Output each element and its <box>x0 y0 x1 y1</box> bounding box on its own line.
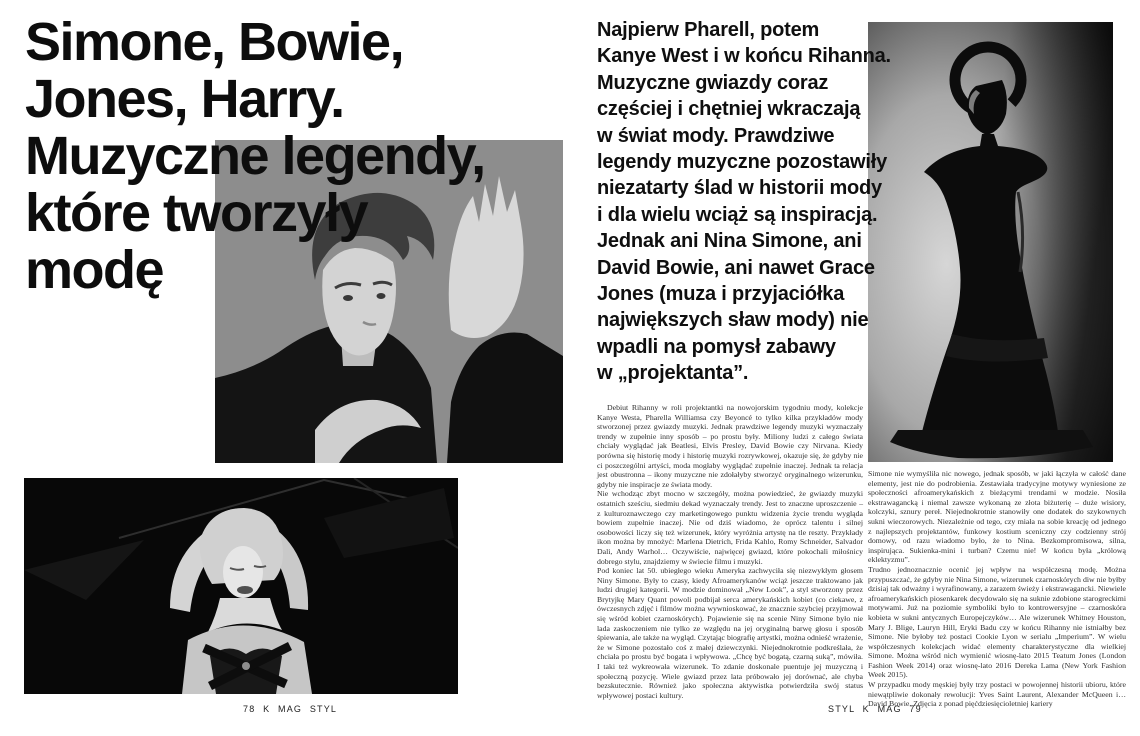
body-paragraph: Nie wchodząc zbyt mocno w szczegóły, można powiedzieć, że gwiazdy muzyki ostatnich sześciu, siedmiu dekad wyznaczały trendy. Jest to znaczne uproszczenie – z kulturoznawczego czy marketingowego punktu widzenia życie trendu wygląda bowiem zupełnie inaczej. Nie od dziś wiadomo, że oprócz talentu i silnej osobowości liczy się też wizerunek, który wyróżnia artystę na tle reszty. Przykłady ikon można by mnożyć: Marlena Dietrich, Frida Kahlo, Romy Schneider, Salvador Dali, Andy Warhol… Oczywiście, najwięcej gwiazd, które pokochali miłośnicy dobrego stylu, znajdziemy w świecie filmu i muzyki. <box>597 489 863 566</box>
headline-line: Simone, Bowie, <box>25 12 404 72</box>
body-paragraph: Pod koniec lat 50. ubiegłego wieku Ameryka zachwyciła się niezwykłym głosem Niny Simone. Były to czasy, kiedy Afroamerykanów wciąż jeszcze traktowano jak ludzi drugiej kategorii. W modzie dominował „New Look”, a styl stworzony przez Brytyjkę Mary Quant powoli podbijał serca amerykańskich kobiet (co ciekawe, z ówczesnych zdjęć i filmów można wywnioskować, że znacznie szybciej przyjmował się wśród kobiet czarnoskórych). Pojawienie się na scenie Niny Simone było nie lada zaskoczeniem nie tylko ze względu na jej oryginalną barwę głosu i sposób śpiewania, ale także na wygląd. Czytając biografię artystki, można odnieść wrażenie, że w Simone pozostało coś z małej dziewczynki. Niejednokrotnie podkreślała, że chciała po prostu być bogata i wpływowa. „Chcę być bogatą, czarną suką”, mówiła. I taki też wykreowała wizerunek. To zdanie doskonale puentuje jej muzyczną i społeczną pozycję. Wiele gwiazd przez lata próbowało jej dorównać, ale chyba bezskutecznie. Również jako społeczna aktywistka potwierdziła swój status wpływowej postaci kultury. <box>597 566 863 700</box>
intro-line: legendy muzyczne pozostawiły <box>597 151 888 174</box>
intro-line: Jones (muza i przyjaciółka <box>597 283 845 306</box>
body-paragraph: Simone nie wymyśliła nic nowego, jednak sposób, w jaki łączyła w całość dane elementy, jest nie do podrobienia. Zestawiała tradycyjne motywy wyniesione ze społeczności afroamerykańskich z bieżącymi trendami w modzie. Nosiła ekstrawagancką i niemal zawsze wykonaną ze złota biżuterię – duże wisiory, kolczyki, sznury pereł. Niejednokrotnie stanowiły one dodatek do szykownych sukni wieczorowych. Niezależnie od tego, czy miała na sobie kreację od jednego z najlepszych projektantów, funkowy kostium sceniczny czy codzienny strój domowy, od razu wiadomo było, że to Nina. Bezkompromisowa, silna, inspirująca. Sukienka-mini i turban? Czemu nie! W końcu była „królową eklektyzmu”. <box>868 469 1126 565</box>
right-folio: STYL K MAG 79 <box>828 704 922 714</box>
body-column-right <box>868 469 1126 709</box>
intro-line: David Bowie, ani nawet Grace <box>597 256 875 279</box>
headline-line: które tworzyły <box>25 183 368 243</box>
body-paragraph: W przypadku mody męskiej były trzy postaci w powojennej historii ubioru, które niewątpliwie dokonały rewolucji: Yves Saint Laurent, Alexander McQueen i… David Bowie. Zdjęcia z ponad pięćdziesięcioletniej kariery <box>868 680 1126 709</box>
intro-line: niezatarty ślad w historii mody <box>597 177 882 200</box>
madonna-photo <box>24 478 458 694</box>
madonna-illustration <box>24 478 458 694</box>
left-folio: 78 K MAG STYL <box>243 704 338 714</box>
headline-line: Muzyczne legendy, <box>25 126 485 186</box>
headline-line: modę <box>25 240 164 300</box>
headline-line: Jones, Harry. <box>25 69 344 129</box>
intro-line: największych sław mody) nie <box>597 309 869 332</box>
grace-jones-photo <box>868 22 1113 462</box>
body-paragraph: Debiut Rihanny w roli projektantki na nowojorskim tygodniu mody, kolekcje Kanye Westa, Pharella Williamsa czy Beyoncé to tylko kilka przykładów mody stworzonej przez gwiazdy muzyki. Jednak prawdziwe legendy muzyki wyznaczały trendy w zupełnie inny sposób – po prostu były. Miliony ludzi z całego świata chciały wyglądać jak Beatlesi, Elvis Presley, David Bowie czy Nirvana. Kiedy porówna się historię mody i historię muzyki rozrywkowej, okazuje się, że gdyby nie ci poszczególni artyści, moda mogłaby wyglądać zupełnie inaczej. Jednak ta relacja jest obustronna – ikony muzyczne nie zdołałyby stworzyć oryginalnego wizerunku, gdyby nie inspiracje ze świata mody. <box>597 403 863 489</box>
intro-line: Jednak ani Nina Simone, ani <box>597 230 862 253</box>
intro-line: i dla wielu wciąż są inspiracją. <box>597 203 878 226</box>
grace-jones-illustration <box>868 22 1113 462</box>
intro-line: Kanye West i w końcu Rihanna. <box>597 45 891 68</box>
intro-line: wpadli na pomysł zabawy <box>597 335 836 358</box>
intro-line: Najpierw Pharell, potem <box>597 19 820 41</box>
body-paragraph: Trudno jednoznacznie ocenić jej wpływ na współczesną modę. Można przypuszczać, że gdyby nie Nina Simone, wizerunek czarnoskórych diw nie byłby dzisiaj tak odważny i wyrafinowany, a zarazem świeży i ekstrawagancki. Niewiele afroamerykańskich piosenkarek decydowało się na suknie zdobione starogreckimi motywami. Już na poziomie symboliki było to kontrowersyjne – czarnoskóra kobieta w sukni antycznych Europejczyków… Ale wizerunek Whitney Houston, Mary J. Blige, Lauryn Hill, Eryki Badu czy w końcu Rihanny nie istniałby bez Simone. Nie byłoby też postaci Cookie Lyon w serialu „Imperium”. W wielu współczesnych kolekcjach widać elementy charakterystyczne dla wielkiej Simone. Można wśród nich wymienić wiosnę-lato 2015 Teatum Jones (London Fashion Week 2014) oraz wiosnę-lato 2016 Dereka Lama (New York Fashion Week 2015). <box>868 564 1126 680</box>
body-column-left <box>597 403 863 700</box>
intro-line: Muzyczne gwiazdy coraz <box>597 71 829 94</box>
intro-line: w świat mody. Prawdziwe <box>597 124 835 147</box>
intro-line: w „projektanta”. <box>597 362 749 385</box>
headline <box>25 14 485 299</box>
intro-paragraph <box>597 17 891 387</box>
intro-line: częściej i chętniej wkraczają <box>597 98 861 121</box>
